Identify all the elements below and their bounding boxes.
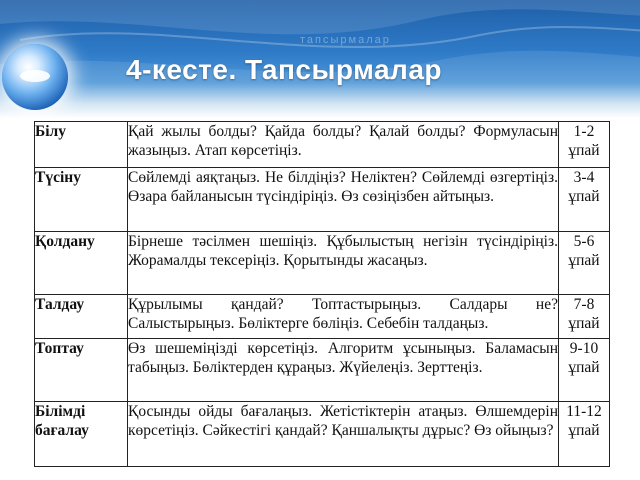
- table-row: [35, 295, 610, 339]
- score-range: 5-6: [573, 233, 595, 250]
- score-cell: [559, 339, 610, 402]
- level-cell: [35, 339, 128, 402]
- task-cell: Қосынды ойды бағалаңыз. Жетістіктерін атаңыз. Өлшемдерін көрсетіңіз. Сәйкестігі қандай? Қаншалықты дұрыс? Өз ойыңыз?: [128, 402, 559, 467]
- level-label: Білімді бағалау: [35, 403, 89, 439]
- score-cell: [559, 168, 610, 232]
- level-label: Білу: [35, 123, 66, 140]
- score-unit: ұпай: [568, 142, 600, 159]
- score-cell: [559, 295, 610, 339]
- score-unit: ұпай: [568, 315, 600, 332]
- table-row: [35, 168, 610, 232]
- level-cell: [35, 168, 128, 232]
- score-cell: [559, 122, 610, 168]
- table-row: [35, 232, 610, 295]
- table-row: [35, 402, 610, 467]
- globe-orb-icon: [2, 44, 68, 110]
- score-range: 1-2: [573, 123, 595, 140]
- header-banner: [0, 0, 640, 118]
- level-cell: [35, 402, 128, 467]
- table-row: [35, 339, 610, 402]
- banner-ghost-text: тапсырмалар: [300, 34, 391, 46]
- level-label: Топтау: [35, 340, 84, 357]
- task-cell: Қай жылы болды? Қайда болды? Қалай болды? Формуласын жазыңыз. Атап көрсетіңіз.: [128, 122, 559, 168]
- score-range: 7-8: [573, 296, 595, 313]
- level-cell: [35, 232, 128, 295]
- level-cell: [35, 295, 128, 339]
- task-cell: Бірнеше тәсілмен шешіңіз. Құбылыстың негізін түсіндіріңіз. Жорамалды тексеріңіз. Қорытынды жасаңыз.: [128, 232, 559, 295]
- level-label: Қолдану: [35, 233, 95, 250]
- score-unit: ұпай: [568, 188, 600, 205]
- score-range: 3-4: [573, 169, 595, 186]
- table-row: [35, 122, 610, 168]
- score-unit: ұпай: [568, 252, 600, 269]
- level-label: Түсіну: [35, 169, 81, 186]
- score-unit: ұпай: [568, 359, 600, 376]
- score-cell: [559, 232, 610, 295]
- level-cell: [35, 122, 128, 168]
- level-label: Талдау: [35, 296, 85, 313]
- score-unit: ұпай: [568, 422, 600, 439]
- task-cell: Құрылымы қандай? Топтастырыңыз. Салдары не? Салыстырыңыз. Бөліктерге бөліңіз. Себебін талдаңыз.: [128, 295, 559, 339]
- score-cell: [559, 402, 610, 467]
- task-cell: Сөйлемді аяқтаңыз. Не білдіңіз? Неліктен? Сөйлемді өзгертіңіз. Өзара байланысын түсіндіріңіз. Өз сөзіңізбен айтыңыз.: [128, 168, 559, 232]
- tasks-table: [34, 121, 610, 467]
- page-title: 4-кесте. Тапсырмалар: [126, 54, 443, 85]
- score-range: 11-12: [566, 403, 602, 420]
- task-cell: Өз шешеміңізді көрсетіңіз. Алгоритм ұсыныңыз. Баламасын табыңыз. Бөліктерден құраңыз. Жүйелеңіз. Зерттеңіз.: [128, 339, 559, 402]
- score-range: 9-10: [569, 340, 599, 357]
